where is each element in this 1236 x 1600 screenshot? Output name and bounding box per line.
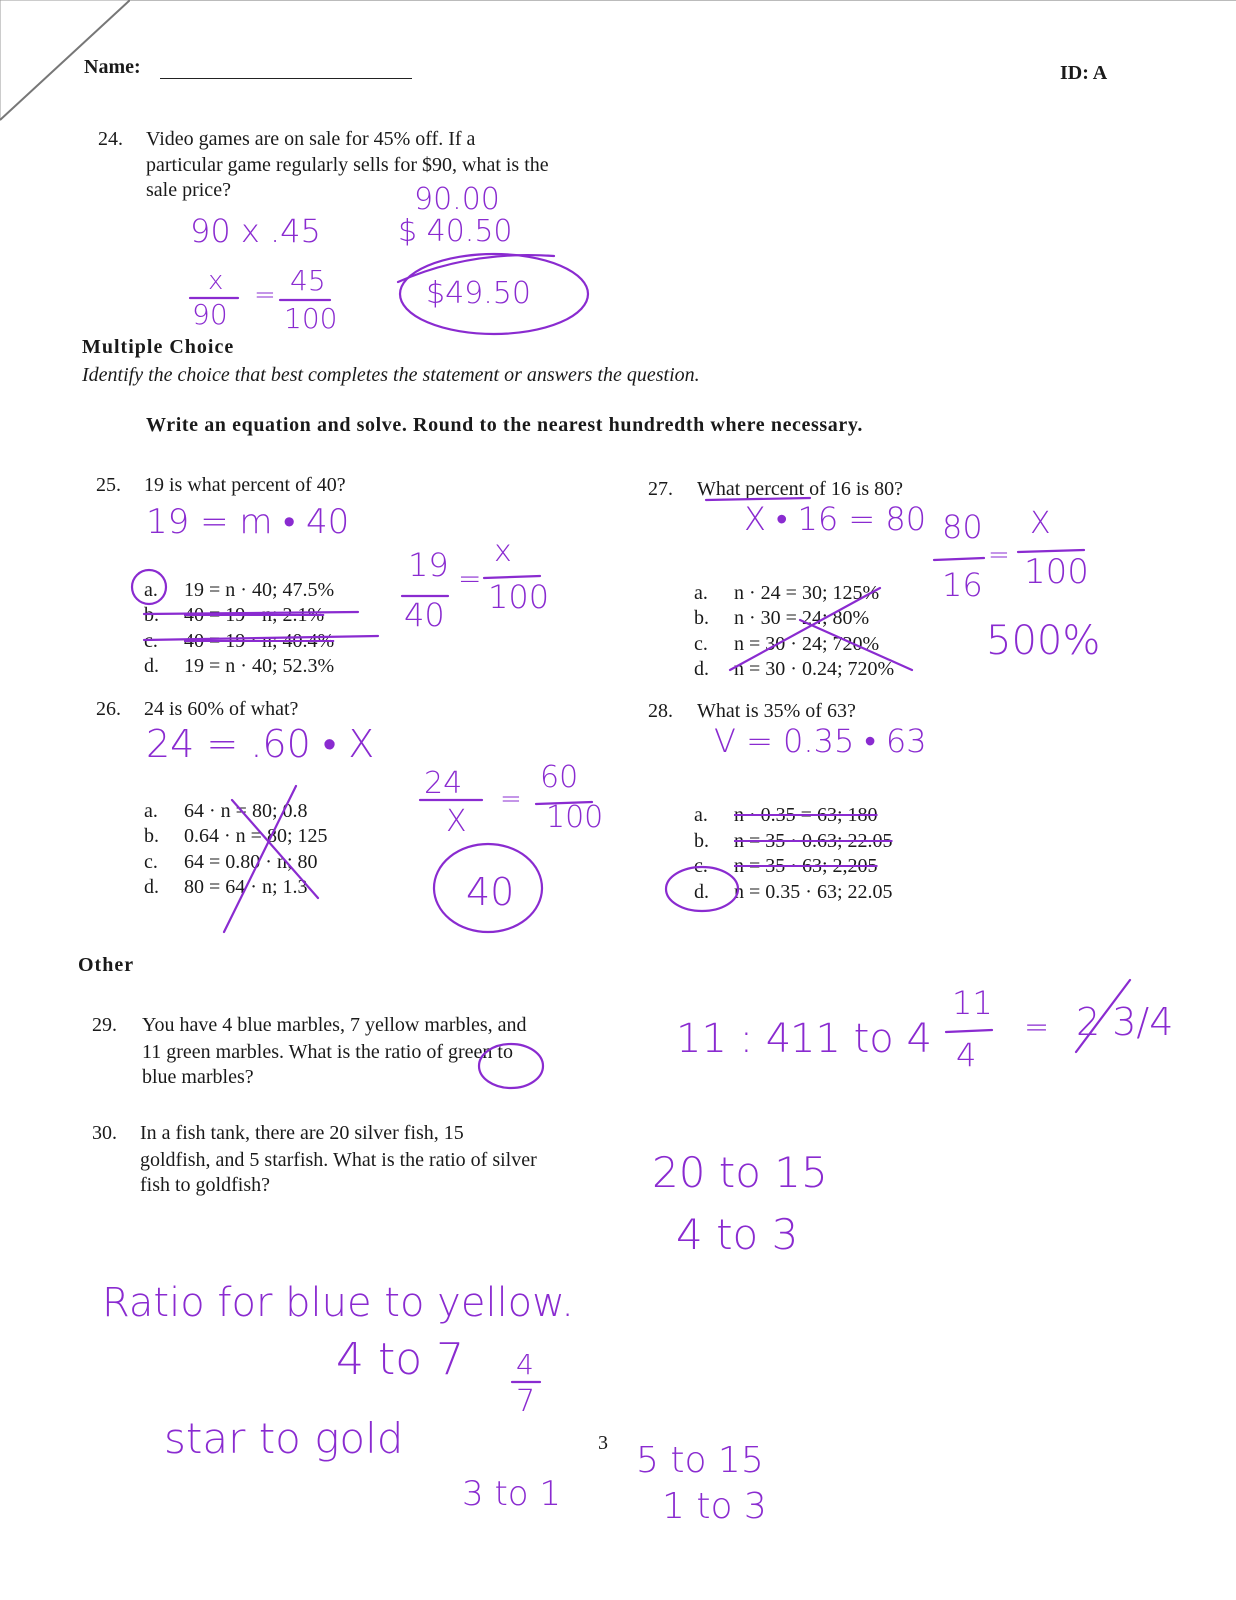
q26-choice-c[interactable]: 64 = 0.80 · n; 80 [184, 851, 318, 873]
q25-prop-40: 40 [404, 596, 445, 634]
q27-number: 27. [648, 478, 673, 500]
q27-choice-d-letter[interactable]: d. [694, 658, 709, 680]
q26-choice-a-letter[interactable]: a. [144, 800, 158, 822]
q30-text-line1: In a fish tank, there are 20 silver fish, 15 [140, 1122, 464, 1144]
mc-instructions: Identify the choice that best completes the statement or answers the question. [82, 364, 700, 386]
q25-choice-c[interactable]: 40 = 19 · n; 40.4% [184, 630, 335, 652]
q27-prop-100: 100 [1024, 552, 1089, 592]
q27-prop-80: 80 [942, 508, 983, 546]
q25-text: 19 is what percent of 40? [144, 474, 346, 496]
q28-choice-d[interactable]: n = 0.35 · 63; 22.05 [734, 881, 893, 903]
q30-work-simplified: 4 to 3 [676, 1210, 799, 1259]
q24-prop-equals: = [254, 280, 276, 310]
q24-work-discount: $ 40.50 [398, 214, 513, 249]
mc-section-title: Multiple Choice [82, 336, 235, 358]
q26-prop-100: 100 [546, 800, 604, 835]
q29-equals: = [1024, 1010, 1050, 1045]
q26-answer: 40 [466, 870, 515, 914]
q29-work-to: 11 to 4 [790, 1016, 932, 1062]
q27-work-equation: X • 16 = 80 [744, 500, 927, 538]
q24-text-line2: particular game regularly sells for $90, what is the [146, 154, 549, 176]
q24-work-original: 90.00 [414, 182, 500, 217]
q29-text-line2: 11 green marbles. What is the ratio of green to [142, 1041, 513, 1063]
extra-ratio-blue-yellow: Ratio for blue to yellow. [102, 1280, 574, 1326]
q28-choice-a[interactable]: n · 0.35 = 63; 180 [734, 804, 878, 826]
q27-prop-16: 16 [942, 566, 983, 604]
q25-choice-a-letter[interactable]: a. [144, 579, 158, 601]
q29-frac-4: 4 [956, 1036, 977, 1074]
q27-text: What percent of 16 is 80? [697, 478, 904, 500]
q29-number: 29. [92, 1014, 117, 1036]
q29-work-colon: 11 : 4 [676, 1016, 792, 1062]
q27-prop-equals: = [988, 540, 1010, 570]
q29-text-line3: blue marbles? [142, 1066, 254, 1088]
q26-choice-b[interactable]: 0.64 · n = 80; 125 [184, 825, 328, 847]
q26-choice-a[interactable]: 64 · n = 80; 0.8 [184, 800, 308, 822]
q26-prop-24: 24 [424, 766, 463, 801]
q27-choice-b[interactable]: n · 30 = 24; 80% [734, 607, 870, 629]
q27-choice-a[interactable]: n · 24 = 30; 125% [734, 582, 880, 604]
q26-choice-c-letter[interactable]: c. [144, 851, 158, 873]
q24-prop-100: 100 [284, 302, 338, 335]
q28-choice-b[interactable]: n = 35 · 0.63; 22.05 [734, 830, 893, 852]
q25-choice-b-letter[interactable]: b. [144, 604, 159, 626]
extra-4-to-7: 4 to 7 [336, 1334, 465, 1385]
q28-choice-b-letter[interactable]: b. [694, 830, 709, 852]
q24-text-line3: sale price? [146, 179, 231, 201]
q25-choice-c-letter[interactable]: c. [144, 630, 158, 652]
q24-text-line1: Video games are on sale for 45% off. If a [146, 128, 476, 150]
q26-work-equation: 24 = .60 • X [146, 722, 375, 766]
q29-text-line1: You have 4 blue marbles, 7 yellow marbles, and [142, 1014, 527, 1036]
q25-work-equation: 19 = m • 40 [146, 502, 350, 542]
q25-choice-d-letter[interactable]: d. [144, 655, 159, 677]
q27-choice-c-letter[interactable]: c. [694, 633, 708, 655]
extra-star-to-gold: star to gold [164, 1414, 404, 1463]
q29-frac-11: 11 [952, 984, 993, 1022]
extra-5-to-15: 5 to 15 [636, 1440, 764, 1481]
q26-number: 26. [96, 698, 121, 720]
extra-1-to-3: 1 to 3 [662, 1486, 767, 1527]
q27-choice-d[interactable]: n = 30 · 0.24; 720% [734, 658, 895, 680]
q27-prop-x: X [1030, 506, 1051, 541]
q24-prop-x: x [208, 266, 224, 296]
q26-prop-60: 60 [540, 760, 579, 795]
q30-number: 30. [92, 1122, 117, 1144]
q27-choice-b-letter[interactable]: b. [694, 607, 709, 629]
q28-choice-c-letter[interactable]: c. [694, 855, 708, 877]
other-section-title: Other [78, 954, 135, 976]
q30-text-line3: fish to goldfish? [140, 1174, 270, 1196]
q25-prop-19: 19 [408, 546, 449, 584]
name-label: Name: [84, 56, 141, 78]
q25-choice-b[interactable]: 40 = 19 · n; 2.1% [184, 604, 325, 626]
page-number: 3 [598, 1432, 608, 1454]
q25-choice-a[interactable]: 19 = n · 40; 47.5% [184, 579, 335, 601]
q24-work-multiply: 90 x .45 [190, 212, 321, 250]
q24-work-answer: $49.50 [426, 276, 531, 311]
q28-number: 28. [648, 700, 673, 722]
q25-number: 25. [96, 474, 121, 496]
q28-text: What is 35% of 63? [697, 700, 856, 722]
extra-frac-7: 7 [516, 1384, 536, 1419]
q27-answer: 500% [986, 618, 1101, 664]
q25-prop-x: x [494, 534, 512, 569]
q25-prop-equals: = [458, 562, 482, 595]
q30-text-line2: goldfish, and 5 starfish. What is the ratio of silver [140, 1149, 537, 1171]
q30-work-ratio: 20 to 15 [652, 1148, 828, 1197]
extra-3-to-1: 3 to 1 [462, 1474, 562, 1514]
q28-work-equation: V = 0.35 • 63 [714, 722, 927, 760]
q25-prop-100: 100 [488, 578, 550, 616]
mc-directive: Write an equation and solve. Round to the nearest hundredth where necessary. [146, 414, 863, 436]
q24-prop-90: 90 [192, 298, 228, 331]
q26-choice-d-letter[interactable]: d. [144, 876, 159, 898]
q28-choice-d-letter[interactable]: d. [694, 881, 709, 903]
id-label: ID: A [1060, 62, 1108, 84]
q27-choice-c[interactable]: n = 30 · 24; 720% [734, 633, 880, 655]
q26-choice-d[interactable]: 80 = 64 · n; 1.3 [184, 876, 308, 898]
q26-choice-b-letter[interactable]: b. [144, 825, 159, 847]
q26-prop-equals: = [500, 784, 522, 814]
extra-frac-4: 4 [516, 1348, 534, 1381]
q29-mixed-number: 2 3/4 [1076, 1000, 1174, 1044]
q26-text: 24 is 60% of what? [144, 698, 299, 720]
q25-choice-d[interactable]: 19 = n · 40; 52.3% [184, 655, 335, 677]
q28-choice-a-letter[interactable]: a. [694, 804, 708, 826]
q27-choice-a-letter[interactable]: a. [694, 582, 708, 604]
q28-choice-c[interactable]: n = 35 · 63; 2,205 [734, 855, 878, 877]
q26-prop-x: X [446, 804, 467, 839]
q24-number: 24. [98, 128, 123, 150]
q24-prop-45: 45 [290, 264, 326, 297]
